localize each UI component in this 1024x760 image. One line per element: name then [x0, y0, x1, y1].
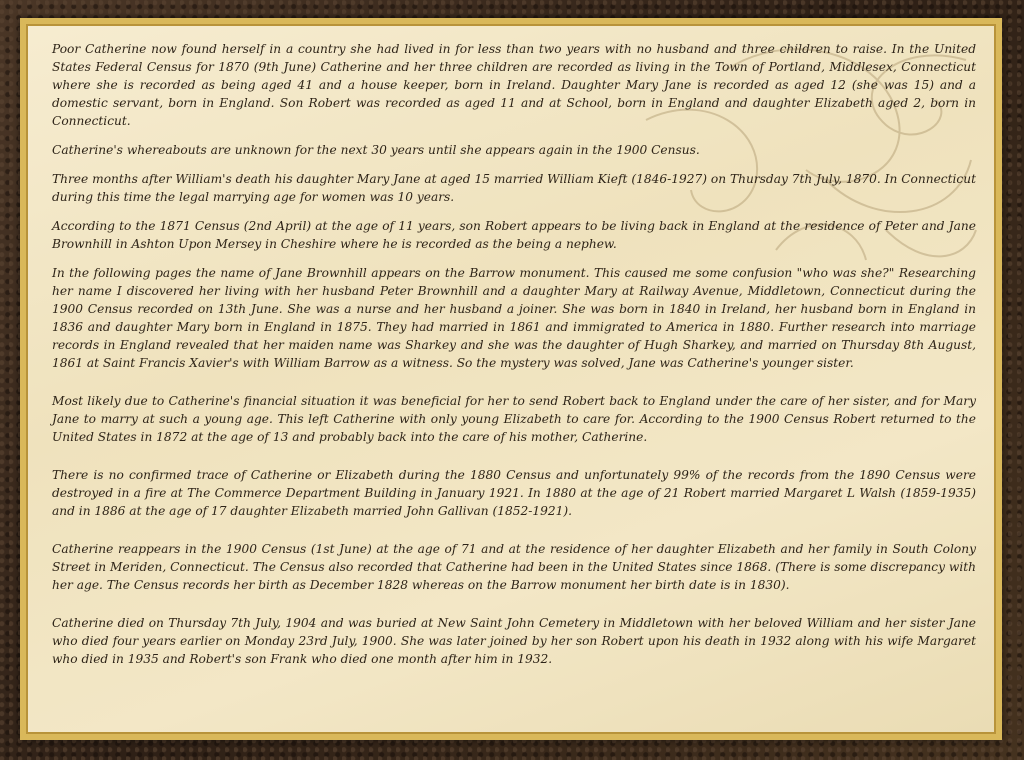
paragraph-1: Poor Catherine now found herself in a country she had lived in for less than two years with no husband and three children to raise. In the United States Federal Census for 1870 (9th June) Catherine and her three children are recorded as living in the Town of Portland, Middlesex, Connecticut where she is recorded as being aged 41 and a house keeper, born in Ireland. Daughter Mary Jane is recorded as aged 12 (she was 15) and a domestic servant, born in England. Son Robert was recorded as aged 11 and at School, born in England and daughter Elizabeth aged 2, born in Connecticut.: [52, 42, 976, 128]
paragraph-2: Catherine's whereabouts are unknown for the next 30 years until she appears again in the 1900 Census.: [52, 143, 700, 157]
paragraph-7: There is no confirmed trace of Catherine or Elizabeth during the 1880 Census and unfortunately 99% of the records from the 1890 Census were destroyed in a fire at The Commerce Department Building in January 1921. In 1880 at the age of 21 Robert married Margaret L Walsh (1859-1935) and in 1886 at the age of 17 daughter Elizabeth married John Gallivan (1852-1921).: [52, 468, 976, 518]
page-frame: [20, 18, 1002, 740]
paragraph-6: Most likely due to Catherine's financial situation it was beneficial for her to send Robert back to England under the care of her sister, and for Mary Jane to marry at such a young age. This left Catherine with only young Elizabeth to care for. According to the 1900 Census Robert returned to the United States in 1872 at the age of 13 and probably back into the care of his mother, Catherine.: [52, 394, 976, 444]
paragraph-5: In the following pages the name of Jane Brownhill appears on the Barrow monument. This caused me some confusion "who was she?" Researching her name I discovered her living with her husband Peter Brownhill and a daughter Mary at Railway Avenue, Middletown, Connecticut during the 1900 Census recorded on 13th June. She was a nurse and her husband a joiner. She was born in 1840 in Ireland, her husband born in England in 1836 and daughter Mary born in England in 1875. They had married in 1861 and immigrated to America in 1880. Further research into marriage records in England revealed that her maiden name was Sharkey and she was the daughter of Hugh Sharkey, and married on Thursday 8th August, 1861 at Saint Francis Xavier's with William Barrow as a witness. So the mystery was solved, Jane was Catherine's younger sister.: [52, 266, 976, 370]
paragraph-3: Three months after William's death his daughter Mary Jane at aged 15 married William Kieft (1846-1927) on Thursday 7th July, 1870. In Connecticut during this time the legal marrying age for women was 10 years.: [52, 172, 976, 204]
paragraph-4: According to the 1871 Census (2nd April) at the age of 11 years, son Robert appears to be living back in England at the residence of Peter and Jane Brownhill in Ashton Upon Mersey in Cheshire where he is recorded as the being a nephew.: [52, 219, 976, 251]
paragraph-8: Catherine reappears in the 1900 Census (1st June) at the age of 71 and at the residence of her daughter Elizabeth and her family in South Colony Street in Meriden, Connecticut. The Census also recorded that Catherine had been in the United States since 1868. (There is some discrepancy with her age. The Census records her birth as December 1828 whereas on the Barrow monument her birth date is in 1830).: [52, 542, 976, 592]
paragraph-9: Catherine died on Thursday 7th July, 1904 and was buried at New Saint John Cemetery in Middletown with her beloved William and her sister Jane who died four years earlier on Monday 23rd July, 1900. She was later joined by her son Robert upon his death in 1932 along with his wife Margaret who died in 1935 and Robert's son Frank who died one month after him in 1932.: [52, 616, 976, 666]
document-body: [52, 40, 976, 730]
